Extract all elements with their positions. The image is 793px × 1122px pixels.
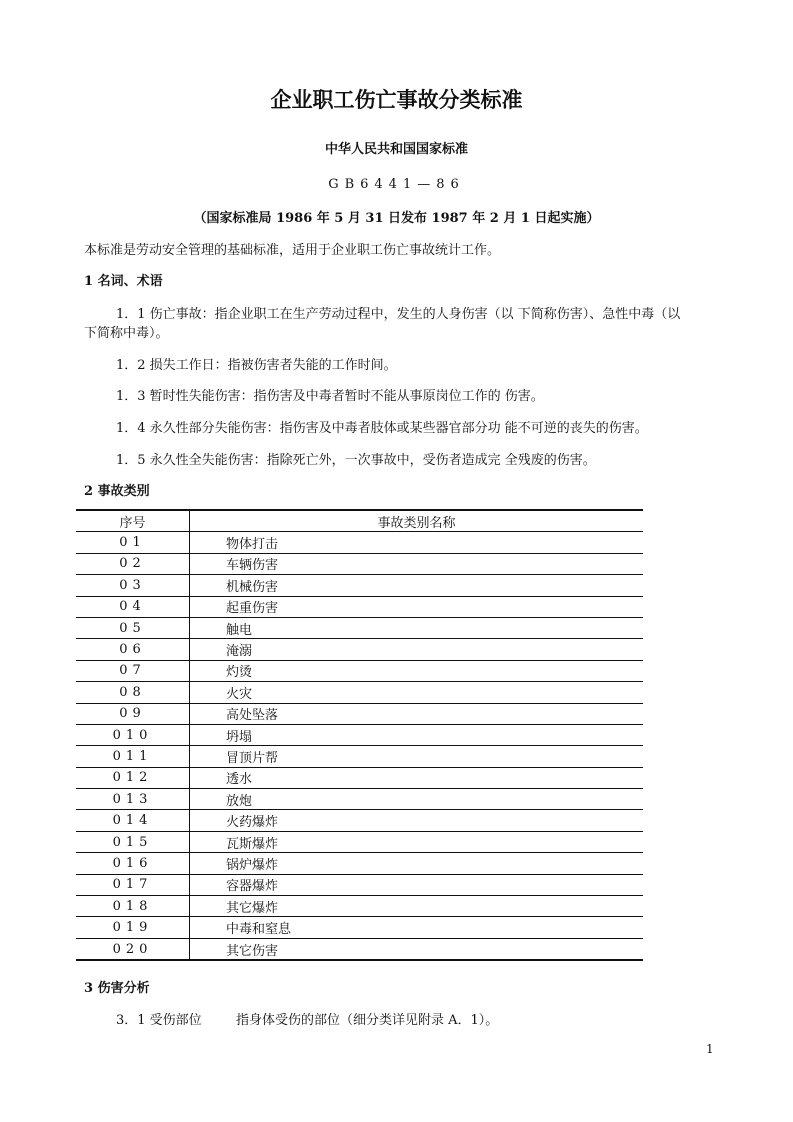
category-name: 冒顶片帮 <box>190 746 644 767</box>
clause-1-4: 1．4 永久性部分失能伤害：指伤害及中毒者肢体或某些器官部分功 能不可逆的丧失的伤害。 <box>116 421 648 436</box>
table-row <box>76 831 643 852</box>
category-number: 01 <box>76 532 190 553</box>
table-row <box>76 767 643 788</box>
document-title: 企业职工伤亡事故分类标准 <box>270 87 523 112</box>
table-row <box>76 553 643 574</box>
category-number: 013 <box>76 789 190 810</box>
section-2-heading: 2 事故类别 <box>84 484 150 499</box>
clause-1-5: 1．5 永久性全失能伤害：指除死亡外，一次事故中，受伤者造成完 全残废的伤害。 <box>116 453 596 468</box>
category-number: 017 <box>76 874 190 895</box>
category-name: 中毒和窒息 <box>190 917 644 938</box>
table-row <box>76 617 643 638</box>
category-number: 015 <box>76 831 190 852</box>
clause-3-1-label: 3．1 受伤部位 <box>116 1013 202 1028</box>
category-name: 锅炉爆炸 <box>190 853 644 874</box>
category-name: 其它伤害 <box>190 938 644 960</box>
category-number: 02 <box>76 553 190 574</box>
category-number: 020 <box>76 938 190 960</box>
intro-paragraph: 本标准是劳动安全管理的基础标准，适用于企业职工伤亡事故统计工作。 <box>84 243 501 258</box>
category-number: 018 <box>76 896 190 917</box>
category-name: 淹溺 <box>190 639 644 660</box>
clause-1-2: 1．2 损失工作日：指被伤害者失能的工作时间。 <box>116 358 397 373</box>
clause-1-1-line1: 1．1 伤亡事故：指企业职工在生产劳动过程中，发生的人身伤害（以 下简称伤害）、急性中毒（以 <box>116 307 681 322</box>
category-number: 08 <box>76 682 190 703</box>
table-row <box>76 853 643 874</box>
page-number: 1 <box>706 1042 714 1056</box>
table-row <box>76 810 643 831</box>
category-number: 010 <box>76 724 190 745</box>
category-name: 容器爆炸 <box>190 874 644 895</box>
table-row <box>76 746 643 767</box>
table-row <box>76 789 643 810</box>
category-name: 机械伤害 <box>190 575 644 596</box>
section-3-heading: 3 伤害分析 <box>84 981 150 996</box>
column-header-number: 序号 <box>76 510 190 532</box>
category-name: 起重伤害 <box>190 596 644 617</box>
column-header-category-name: 事故类别名称 <box>190 510 644 532</box>
category-number: 016 <box>76 853 190 874</box>
table-row <box>76 938 643 960</box>
table-row <box>76 896 643 917</box>
category-name: 其它爆炸 <box>190 896 644 917</box>
table-header-row <box>76 510 643 532</box>
category-number: 019 <box>76 917 190 938</box>
category-name: 车辆伤害 <box>190 553 644 574</box>
category-number: 03 <box>76 575 190 596</box>
clause-1-3: 1．3 暂时性失能伤害：指伤害及中毒者暂时不能从事原岗位工作的 伤害。 <box>116 389 544 404</box>
clause-3-1-text: 指身体受伤的部位（细分类详见附录 A．1）。 <box>236 1013 499 1028</box>
category-name: 瓦斯爆炸 <box>190 831 644 852</box>
table-row <box>76 874 643 895</box>
category-name: 触电 <box>190 617 644 638</box>
table-row <box>76 532 643 553</box>
category-name: 物体打击 <box>190 532 644 553</box>
category-number: 07 <box>76 660 190 681</box>
category-name: 火药爆炸 <box>190 810 644 831</box>
category-number: 06 <box>76 639 190 660</box>
table-row <box>76 596 643 617</box>
category-number: 04 <box>76 596 190 617</box>
category-name: 放炮 <box>190 789 644 810</box>
section-1-heading: 1 名词、术语 <box>84 274 163 289</box>
category-number: 014 <box>76 810 190 831</box>
table-row <box>76 917 643 938</box>
category-number: 012 <box>76 767 190 788</box>
category-name: 火灾 <box>190 682 644 703</box>
category-name: 灼烫 <box>190 660 644 681</box>
category-number: 05 <box>76 617 190 638</box>
category-name: 透水 <box>190 767 644 788</box>
category-name: 高处坠落 <box>190 703 644 724</box>
table-row <box>76 682 643 703</box>
table-row <box>76 639 643 660</box>
table-row <box>76 660 643 681</box>
standard-code: GB6441—86 <box>328 177 465 192</box>
document-subtitle: 中华人民共和国国家标准 <box>324 142 468 157</box>
accident-category-table <box>76 509 643 961</box>
category-number: 09 <box>76 703 190 724</box>
publication-dates: （国家标准局 1986 年 5 月 31 日发布 1987 年 2 月 1 日起实施） <box>193 211 600 226</box>
table-row <box>76 575 643 596</box>
category-number: 011 <box>76 746 190 767</box>
table-row <box>76 724 643 745</box>
category-name: 坍塌 <box>190 724 644 745</box>
table-row <box>76 703 643 724</box>
clause-1-1-line2: 下简称中毒）。 <box>84 326 169 341</box>
